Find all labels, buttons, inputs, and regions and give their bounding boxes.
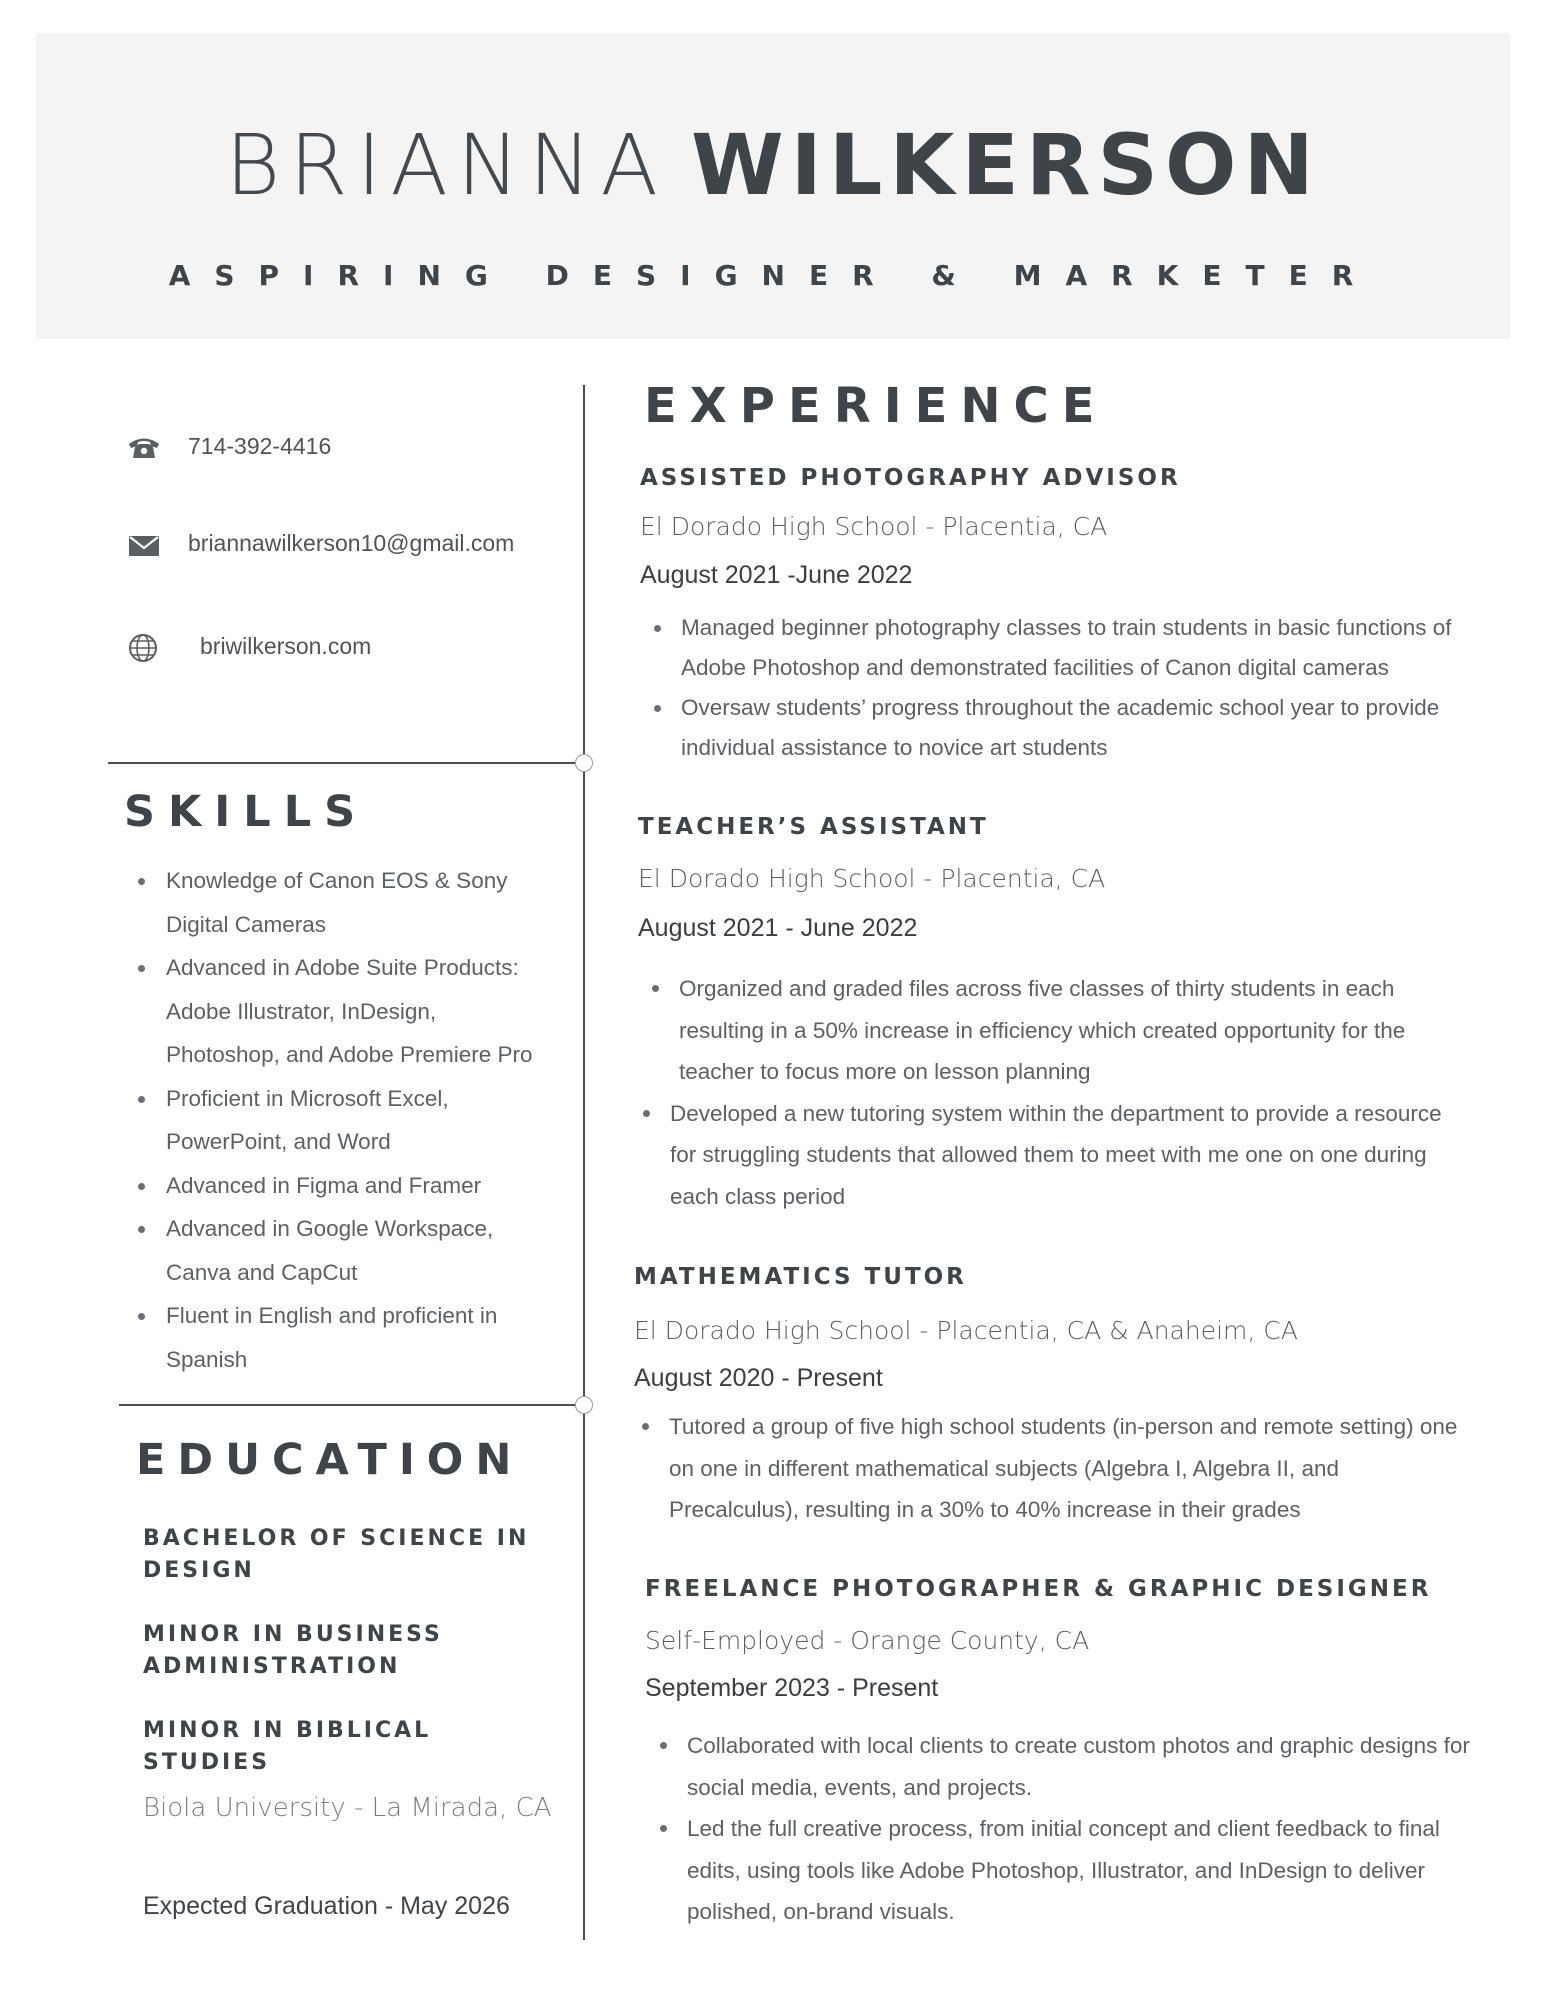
graduation-date: Expected Graduation - May 2026	[143, 1892, 510, 1920]
job-title: ASSISTED PHOTOGRAPHY ADVISOR	[640, 465, 1181, 491]
skills-heading: SKILLS	[124, 787, 369, 837]
degree-minor-business: MINOR IN BUSINESS ADMINISTRATION	[143, 1622, 443, 1679]
school-name: Biola University - La Mirada, CA	[143, 1793, 552, 1823]
divider-node	[575, 1396, 593, 1414]
phone-number[interactable]: 714-392-4416	[188, 433, 332, 459]
mail-icon	[126, 530, 162, 560]
job-organization: Self-Employed - Orange County, CA	[645, 1626, 1090, 1655]
experience-heading: EXPERIENCE	[644, 378, 1108, 434]
list-item: Advanced in Figma and Framer	[126, 1164, 586, 1208]
skills-list	[126, 859, 586, 1381]
job-dates: August 2021 - June 2022	[638, 914, 918, 942]
job-bullets	[642, 608, 1522, 768]
divider-node	[575, 754, 593, 772]
job-headline: ASPIRING DESIGNER & MARKETER	[168, 259, 1378, 292]
education-heading: EDUCATION	[136, 1435, 524, 1485]
list-item: Collaborated with local clients to create custom photos and graphic designs for social media, events, and projects.	[648, 1725, 1528, 1808]
resume-header	[36, 33, 1510, 339]
job-title: TEACHER’S ASSISTANT	[638, 814, 989, 840]
list-item: Led the full creative process, from initial concept and client feedback to final edits, using tools like Adobe Photoshop, Illustrator, and InDesign to deliver polished, on-brand visuals.	[648, 1808, 1528, 1933]
last-name: WILKERSON	[690, 116, 1321, 214]
job-organization: El Dorado High School - Placentia, CA & Anaheim, CA	[634, 1316, 1298, 1345]
list-item: Knowledge of Canon EOS & Sony Digital Cameras	[126, 859, 586, 946]
skills-education-divider	[119, 1404, 584, 1406]
job-bullets	[630, 1406, 1530, 1531]
phone-icon	[126, 433, 162, 463]
website-url[interactable]: briwilkerson.com	[200, 633, 372, 659]
email-address[interactable]: briannawilkerson10@gmail.com	[188, 530, 515, 556]
job-dates: September 2023 - Present	[645, 1674, 939, 1702]
job-organization: El Dorado High School - Placentia, CA	[638, 864, 1106, 893]
contact-skills-divider	[108, 762, 584, 764]
degree-minor-biblical: MINOR IN BIBLICAL STUDIES	[143, 1718, 432, 1775]
job-bullets	[640, 968, 1520, 1217]
list-item: Managed beginner photography classes to train students in basic functions of Adobe Photoshop and demonstrated facilities of Canon digital cameras	[642, 608, 1522, 688]
job-dates: August 2021 -June 2022	[640, 561, 913, 589]
job-dates: August 2020 - Present	[634, 1364, 883, 1392]
job-organization: El Dorado High School - Placentia, CA	[640, 512, 1108, 541]
list-item: Fluent in English and proficient in Spanish	[126, 1294, 586, 1381]
globe-icon	[126, 633, 162, 663]
degree-bachelor: BACHELOR OF SCIENCE IN DESIGN	[143, 1526, 530, 1583]
full-name	[36, 115, 1510, 215]
list-item: Advanced in Adobe Suite Products: Adobe Illustrator, InDesign, Photoshop, and Adobe Premiere Pro	[126, 946, 586, 1077]
first-name: BRIANNA	[225, 116, 667, 214]
job-title: FREELANCE PHOTOGRAPHER & GRAPHIC DESIGNER	[645, 1576, 1432, 1602]
list-item: Oversaw students’ progress throughout the academic school year to provide individual assistance to novice art students	[642, 688, 1522, 768]
job-title: MATHEMATICS TUTOR	[634, 1264, 967, 1290]
list-item: Organized and graded files across five classes of thirty students in each resulting in a 50% increase in efficiency which created opportunity for the teacher to focus more on lesson planning	[640, 968, 1520, 1093]
list-item: Developed a new tutoring system within the department to provide a resource for struggling students that allowed them to meet with me one on one during each class period	[631, 1093, 1520, 1218]
list-item: Proficient in Microsoft Excel, PowerPoint, and Word	[126, 1077, 586, 1164]
job-bullets	[648, 1725, 1528, 1933]
list-item: Tutored a group of five high school students (in-person and remote setting) one on one in different mathematical subjects (Algebra I, Algebra II, and Precalculus), resulting in a 30% to 40% increase in their grades	[630, 1406, 1530, 1531]
list-item: Advanced in Google Workspace, Canva and CapCut	[126, 1207, 586, 1294]
